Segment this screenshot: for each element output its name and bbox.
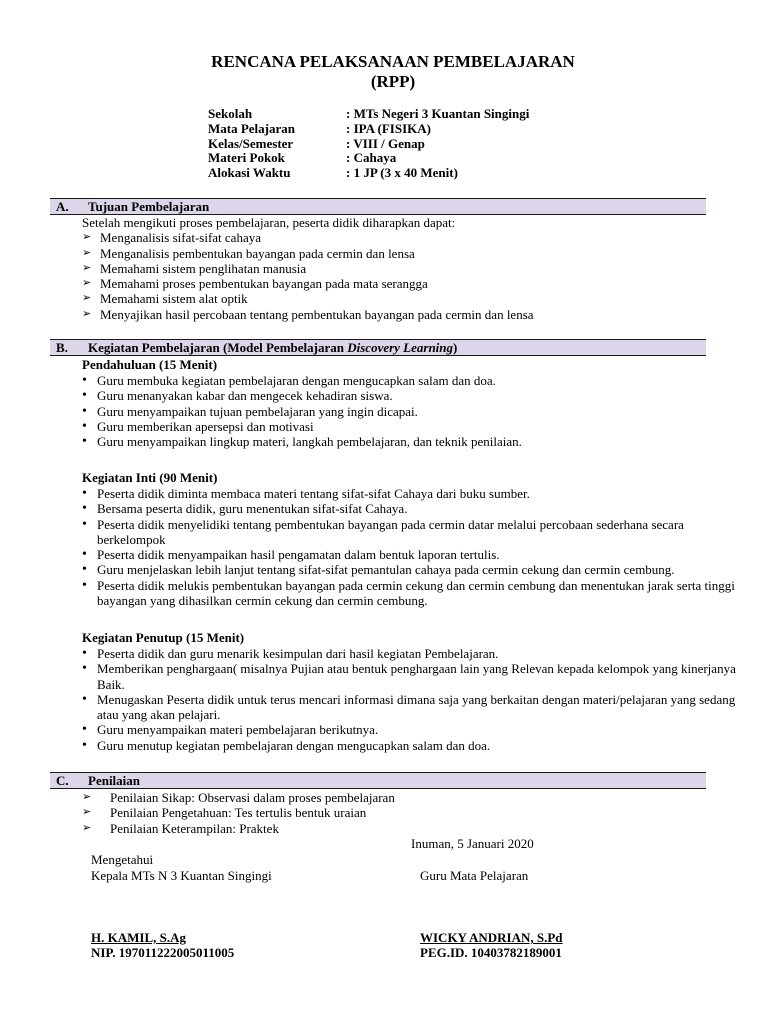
- list-item: [78, 404, 738, 419]
- identity-row: [208, 121, 688, 136]
- penutup-list: [78, 646, 738, 753]
- list-item: [82, 276, 722, 291]
- assessment-list: [82, 790, 682, 836]
- section-heading: Tujuan Pembelajaran: [88, 199, 210, 214]
- signer-left-title: Kepala MTs N 3 Kuantan Singingi: [91, 868, 272, 883]
- section-heading: Penilaian: [88, 773, 141, 788]
- section-letter: C.: [56, 773, 69, 788]
- list-item-text: Memahami sistem alat optik: [100, 291, 248, 307]
- bullet-icon: •: [82, 388, 87, 404]
- arrow-bullet-icon: ➢: [82, 231, 92, 244]
- list-item-text: Bersama peserta didik, guru menentukan sifat-sifat Cahaya.: [97, 501, 408, 517]
- inti-list: [78, 486, 738, 608]
- identity-label: Sekolah: [208, 106, 253, 121]
- bullet-icon: •: [82, 486, 87, 501]
- arrow-bullet-icon: ➢: [82, 277, 92, 290]
- bullet-icon: •: [82, 722, 87, 738]
- signer-right-name: WICKY ANDRIAN, S.Pd: [420, 930, 563, 945]
- arrow-bullet-icon: ➢: [82, 246, 92, 259]
- list-item-text: Penilaian Sikap: Observasi dalam proses pembelajaran: [110, 790, 395, 805]
- bullet-icon: •: [82, 434, 87, 450]
- list-item: [82, 261, 722, 276]
- bullet-icon: •: [82, 646, 87, 661]
- section-b-header: [50, 339, 706, 356]
- list-item-text: Guru menjelaskan lebih lanjut tentang sifat-sifat pemantulan cahaya pada cermin cekung dan cermin cembung.: [97, 562, 675, 578]
- list-item-text: Peserta didik dan guru menarik kesimpulan dari hasil kegiatan Pembelajaran.: [97, 646, 499, 661]
- arrow-bullet-icon: ➢: [82, 261, 92, 274]
- bullet-icon: •: [82, 562, 87, 578]
- list-item: [82, 246, 722, 261]
- section-a-header: [50, 198, 706, 215]
- list-item: [82, 790, 682, 805]
- list-item: [78, 646, 738, 661]
- list-item-text: Memahami sistem penglihatan manusia: [100, 260, 307, 276]
- bullet-icon: •: [82, 373, 87, 388]
- identity-value: : 1 JP (3 x 40 Menit): [346, 165, 458, 181]
- list-item: [82, 307, 722, 322]
- place-date: Inuman, 5 Januari 2020: [411, 836, 534, 851]
- document-title: RENCANA PELAKSANAAN PEMBELAJARAN: [211, 52, 575, 71]
- inti-title: Kegiatan Inti (90 Menit): [82, 470, 218, 485]
- list-item: [78, 578, 738, 609]
- list-item: [78, 373, 738, 388]
- penutup-title: Kegiatan Penutup (15 Menit): [82, 630, 245, 645]
- list-item: [82, 291, 722, 306]
- list-item-text: Guru membuka kegiatan pembelajaran dengan mengucapkan salam dan doa.: [97, 373, 496, 388]
- arrow-bullet-icon: ➢: [82, 791, 92, 803]
- list-item: [78, 517, 738, 548]
- bullet-icon: •: [82, 403, 87, 419]
- arrow-bullet-icon: ➢: [82, 292, 92, 305]
- list-item-text: Penilaian Keterampilan: Praktek: [110, 820, 279, 836]
- section-a-intro: Setelah mengikuti proses pembelajaran, peserta didik diharapkan dapat:: [82, 215, 456, 230]
- bullet-icon: •: [82, 516, 87, 532]
- bullet-icon: •: [82, 661, 87, 677]
- identity-row: [208, 150, 688, 165]
- list-item-text: Memahami proses pembentukan bayangan pada mata serangga: [100, 276, 428, 292]
- list-item: [82, 230, 722, 245]
- list-item-text: Menganalisis pembentukan bayangan pada cermin dan lensa: [100, 245, 415, 261]
- bullet-icon: •: [82, 691, 87, 707]
- list-item: [78, 388, 738, 403]
- signer-left-id: NIP. 197011222005011005: [91, 945, 235, 960]
- identity-label: Materi Pokok: [208, 150, 285, 166]
- identity-value: : IPA (FISIKA): [346, 120, 431, 136]
- list-item-text: Menganalisis sifat-sifat cahaya: [100, 230, 261, 246]
- signer-left-role: Mengetahui: [91, 852, 154, 867]
- bullet-icon: •: [82, 501, 87, 517]
- identity-label: Alokasi Waktu: [208, 165, 291, 181]
- list-item-text: Menugaskan Peserta didik untuk terus mencari informasi dimana saja yang berkaitan dengan materi/pelajaran yang sedang atau yang akan pelajari.: [97, 691, 736, 723]
- section-letter: A.: [56, 199, 69, 214]
- arrow-bullet-icon: ➢: [82, 806, 92, 819]
- list-item-text: Guru menyampaikan materi pembelajaran berikutnya.: [97, 722, 379, 738]
- signer-right-title: Guru Mata Pelajaran: [420, 868, 529, 883]
- list-item: [78, 501, 738, 516]
- pendahuluan-list: [78, 373, 738, 449]
- list-item-text: Memberikan penghargaan( misalnya Pujian atau bentuk penghargaan lain yang Relevan kepada kelompok yang kinerjanya Baik.: [97, 661, 736, 692]
- bullet-icon: •: [82, 577, 87, 593]
- list-item-text: Guru menanyakan kabar dan mengecek kehadiran siswa.: [97, 388, 393, 404]
- identity-value: : Cahaya: [346, 150, 397, 166]
- signer-right-id: PEG.ID. 10403782189001: [420, 945, 562, 960]
- list-item-text: Menyajikan hasil percobaan tentang pembentukan bayangan pada cermin dan lensa: [100, 306, 534, 322]
- identity-label: Mata Pelajaran: [208, 120, 296, 136]
- list-item: [78, 419, 738, 434]
- list-item: [78, 434, 738, 449]
- section-heading: Kegiatan Pembelajaran (Model Pembelajaran Discovery Learning): [88, 340, 458, 355]
- identity-row: [208, 165, 688, 180]
- identity-label: Kelas/Semester: [208, 135, 294, 151]
- list-item-text: Guru menyampaikan lingkup materi, langkah pembelajaran, dan teknik penilaian.: [97, 434, 522, 450]
- document-subtitle: (RPP): [370, 72, 416, 91]
- identity-row: [208, 106, 688, 121]
- arrow-bullet-icon: ➢: [82, 821, 92, 834]
- section-letter: B.: [56, 340, 68, 355]
- list-item-text: Guru memberikan apersepsi dan motivasi: [97, 418, 314, 434]
- list-item: [78, 692, 738, 723]
- list-item: [78, 547, 738, 562]
- section-a-body: [82, 215, 722, 322]
- section-c-header: [50, 772, 706, 789]
- list-item: [82, 805, 682, 820]
- list-item-text: Peserta didik melukis pembentukan bayangan pada cermin cekung dan cermin cembung dan menentukan jarak serta tinggi bayangan yang dihasilkan cermin cekung dan cermin cembung.: [97, 577, 735, 609]
- list-item: [78, 562, 738, 577]
- arrow-bullet-icon: ➢: [82, 307, 92, 320]
- list-item-text: Penilaian Pengetahuan: Tes tertulis bentuk uraian: [110, 805, 367, 821]
- list-item-text: Peserta didik diminta membaca materi tentang sifat-sifat Cahaya dari buku sumber.: [97, 486, 530, 501]
- identity-value: : VIII / Genap: [346, 135, 425, 151]
- identity-block: [208, 106, 688, 180]
- identity-row: [208, 136, 688, 151]
- bullet-icon: •: [82, 418, 87, 434]
- list-item: [82, 821, 682, 836]
- list-item: [78, 722, 738, 737]
- list-item: [78, 486, 738, 501]
- list-item-text: Peserta didik menyelidiki tentang pembentukan bayangan pada cermin datar melalui percobaan sederhana secara berkelompok: [97, 516, 684, 547]
- list-item: [78, 661, 738, 692]
- bullet-icon: •: [82, 547, 87, 563]
- list-item-text: Guru menyampaikan tujuan pembelajaran yang ingin dicapai.: [97, 403, 418, 419]
- list-item-text: Peserta didik menyampaikan hasil pengamatan dalam bentuk laporan tertulis.: [97, 547, 500, 563]
- list-item: [78, 738, 738, 753]
- signer-left-name: H. KAMIL, S.Ag: [91, 930, 186, 945]
- bullet-icon: •: [82, 737, 87, 753]
- list-item-text: Guru menutup kegiatan pembelajaran dengan mengucapkan salam dan doa.: [97, 737, 491, 753]
- identity-value: : MTs Negeri 3 Kuantan Singingi: [346, 106, 530, 121]
- pendahuluan-title: Pendahuluan (15 Menit): [82, 357, 218, 372]
- objectives-list: [82, 230, 722, 322]
